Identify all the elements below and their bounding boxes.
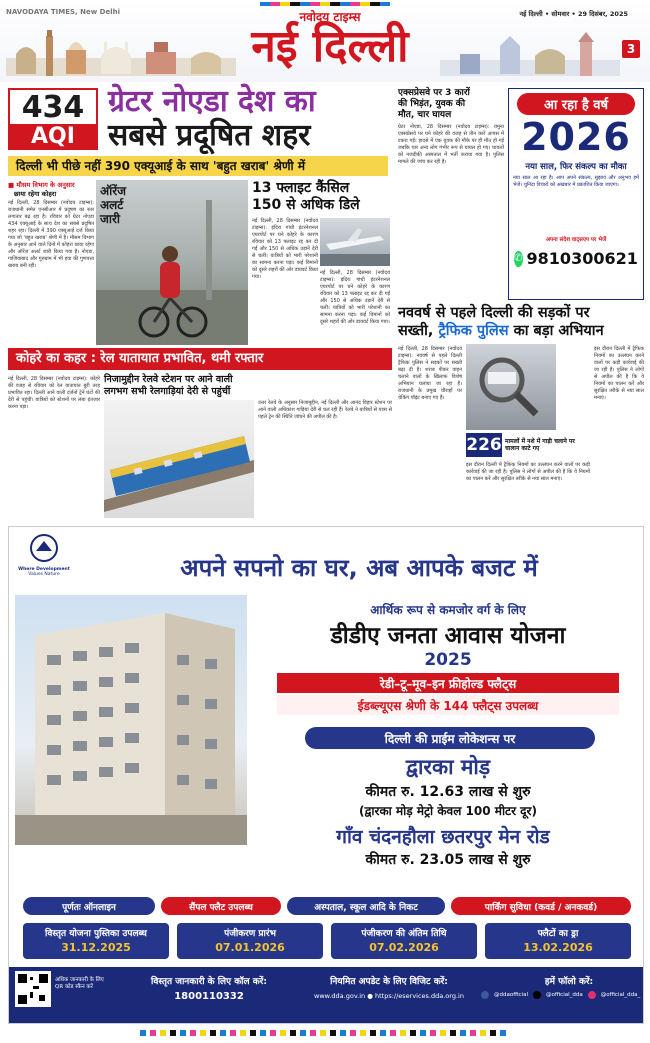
ad-footer (9, 967, 643, 1023)
date-box-reg-end-label: पंजीकरण की अंतिम तिथि (361, 929, 447, 939)
masthead (0, 0, 650, 82)
flights-headline-line2: 150 से अधिक डिले (252, 197, 360, 213)
date-box-reg-start (177, 923, 323, 959)
traffic-headline-2b: ट्रैफिक पुलिस (438, 323, 509, 339)
ad-ews-line: ईडब्ल्यूएस श्रेणी के 144 फ्लैट्स उपलब्ध (277, 695, 619, 715)
lead-byline-line1: ■ मौसम विभाग के अनुसार (8, 181, 75, 189)
call-label: विस्तृत जानकारी के लिए कॉल करें: (151, 976, 267, 987)
social-row (481, 991, 641, 999)
crash-headline-line3: मौत, चार घायल (398, 110, 452, 120)
facebook-icon[interactable] (481, 991, 489, 999)
qr-code-icon (18, 974, 48, 1004)
flights-headline-line1: 13 फ्लाइट कैंसिल (252, 180, 350, 196)
site-label: नियमित अपडेट के लिए विजिट करें: (330, 976, 448, 987)
lead-subhead-banner (8, 156, 388, 176)
flights-body: नई दिल्ली, 28 दिसम्बर (नवोदय टाइम्स): इंदिरा गांधी इंटरनेशनल एयरपोर्ट पर घने कोहरे के कारण रविवार को 13 फ्लाइट रद्द कर दी गईं और 150 से अधिक उड़ानें देरी से चलीं। यात्रियों को भारी परेशानी का सामना करना पड़ा। कई विमानों को दूसरे शहरों की ओर डायवर्ट किया गया। (252, 218, 320, 280)
alert-line2: अलर्ट (100, 198, 124, 212)
dda-logo-tagline2: Values Nature (28, 572, 60, 577)
ad-intro: आर्थिक रूप से कमजोर वर्ग के लिए (370, 602, 526, 617)
ad-location2: गाँव चंदनहौला छतरपुर मेन रोड (336, 826, 550, 848)
traffic-count: 226 (466, 435, 502, 455)
whatsapp-icon: ✆ (514, 251, 522, 267)
masthead-brand-title: नई दिल्ली (251, 21, 409, 72)
ad-prime-pill: दिल्ली की प्राईम लोकेशन्स पर (305, 727, 595, 749)
traffic-headline-line2 (398, 322, 648, 340)
fog-headline: कोहरे का कहर : रेल यातायात प्रभावित, थमी रफ्तार (16, 351, 264, 366)
fog-subhead-line2: लगभग सभी रेलगाड़ियां देरी से पहुंचीं (104, 386, 231, 397)
follow-label: हमें फॉलो करें: (544, 976, 594, 987)
alert-line3: जारी (100, 212, 121, 226)
train-illustration (104, 400, 254, 518)
date-box-draw-date: 13.02.2026 (523, 941, 593, 954)
social-handle-3[interactable]: @official_dda_ (600, 992, 641, 998)
lead-byline (8, 180, 94, 198)
new-year-tag: आ रहा है वर्ष (517, 93, 635, 115)
fog-banner (8, 348, 392, 370)
date-box-booklet (23, 923, 169, 959)
traffic-headline (398, 304, 648, 340)
fog-subhead-line1: निजामुद्दीन रेलवे स्टेशन पर आने वाली (104, 374, 233, 385)
ad-location1: द्वारका मोड़ (405, 755, 491, 779)
skyline-illustration (6, 24, 236, 76)
masthead-left-tag: NAVODAYA TIMES, New Delhi (6, 8, 120, 16)
flights-body-col2: नई दिल्ली, 28 दिसम्बर (नवोदय टाइम्स): इंदिरा गांधी इंटरनेशनल एयरपोर्ट पर घने कोहरे के कारण रविवार को 13 फ्लाइट रद्द कर दी गईं और 150 से अधिक उड़ानें देरी से चलीं। यात्रियों को भारी परेशानी का सामना करना पड़ा। कई विमानों को दूसरे शहरों की ओर डायवर्ट किया गया। (320, 270, 392, 325)
aqi-value: 434 (10, 90, 96, 124)
social-handle-2[interactable]: @official_dda (546, 992, 583, 998)
crash-headline-line2: की भिड़ंत, युवक की (398, 99, 466, 109)
traffic-headline-2c: का बड़ा अभियान (508, 323, 604, 339)
new-year-text: नया साल आ रहा है। आप अपने संकल्प, सुझाव और अनुभव हमें भेजें। चुनिंदा विचारों को अखबार में प्रकाशित किया जाएगा। (513, 175, 641, 188)
traffic-headline-2a: सख्ती, (398, 323, 439, 339)
date-box-draw (485, 923, 631, 959)
traffic-body-col2: इस दौरान दिल्ली में ट्रैफिक नियमों का उल्लंघन करने वालों पर कड़ी कार्रवाई की जा रही है। पुलिस ने लोगों से अपील की है कि वे नियमों का पालन करें और सुरक्षित तरीके से नया साल मनाएं। (466, 462, 592, 482)
lead-body: नई दिल्ली, 28 दिसम्बर (नवोदय टाइम्स): राजधानी समेत एनसीआर में प्रदूषण का स्तर लगातार बढ़ रहा है। रविवार को ग्रेटर नोएडा 434 एक्यूआई के साथ देश का सबसे प्रदूषित शहर रहा। दिल्ली में 390 एक्यूआई दर्ज किया गया जो 'बहुत खराब' श्रेणी में है। मौसम विभाग के अनुसार आने वाले दिनों में कोहरा छाया रहेगा और ऑरेंज अलर्ट जारी किया गया है। नोएडा, गाजियाबाद और गुरुग्राम में भी हवा की गुणवत्ता खराब बनी रही। (8, 200, 96, 269)
new-year-contact-line: अपना संदेश वाट्सएप पर भेजें (545, 237, 607, 243)
site-urls[interactable]: www.dda.gov.in ● https://eservices.dda.org.in (314, 992, 464, 1000)
whatsapp-row (515, 249, 637, 268)
ad-note1: (द्वारका मोड़ मेट्रो केवल 100 मीटर दूर) (359, 803, 537, 818)
feature-pill-sample: सैंपल फ्लैट उपलब्ध (161, 897, 281, 915)
dda-logo (17, 533, 71, 581)
alert-caption (100, 184, 126, 226)
dda-ad (8, 526, 644, 1024)
whatsapp-number: 9810300621 (526, 249, 638, 268)
traffic-count-box (466, 432, 590, 458)
feature-pill-hospital: अस्पताल, स्कूल आदि के निकट (287, 897, 445, 915)
feature-pill-parking: पार्किंग सुविधा (कवर्ड / अनकवर्ड) (451, 897, 631, 915)
date-box-reg-end-date: 07.02.2026 (369, 941, 439, 954)
lead-photo-cyclist (96, 180, 248, 345)
fog-body-col1: नई दिल्ली, 28 दिसम्बर (नवोदय टाइम्स): कोहरे की वजह से रविवार को रेल यातायात बुरी तरह प्रभावित रहा। दिल्ली आने वाली दर्जनों ट्रेनें घंटों की देरी से पहुंचीं। यात्रियों को स्टेशनों पर लंबा इंतजार करना पड़ा। (8, 376, 102, 410)
new-year-caption: नया साल, फिर संकल्प का मौका (525, 162, 627, 172)
lead-headline-line1: ग्रेटर नोएडा देश का (108, 84, 316, 119)
dda-emblem-icon (27, 533, 61, 563)
date-box-booklet-label: विस्तृत योजना पुस्तिका उपलब्ध (45, 929, 147, 939)
ad-price1: कीमत रु. 12.63 लाख से शुरु (365, 783, 531, 800)
masthead-dateline: नई दिल्ली • सोमवार • 29 दिसंबर, 2025 (519, 10, 628, 18)
ad-price2: कीमत रु. 23.05 लाख से शुरु (365, 851, 531, 868)
aqi-badge (8, 88, 98, 150)
qr-code (15, 971, 51, 1007)
new-year-box (508, 88, 644, 300)
traffic-body-col3: इस दौरान दिल्ली में ट्रैफिक नियमों का उल्लंघन करने वालों पर कड़ी कार्रवाई की जा रही है। पुलिस ने लोगों से अपील की है कि वे नियमों का पालन करें और सुरक्षित तरीके से नया साल मनाएं। (594, 346, 646, 401)
fog-body-col2: उत्तर रेलवे के अनुसार निजामुद्दीन, नई दिल्ली और आनंद विहार स्टेशन पर आने वाली अधिकांश गाड़ियां देरी से चल रही हैं। रेलवे ने यात्रियों से यात्रा से पहले ट्रेन की स्थिति जांचने की अपील की है। (258, 400, 394, 420)
feature-pill-online: पूर्णतः ऑनलाइन (23, 897, 155, 915)
skyline-right-illustration (440, 24, 620, 76)
ad-scheme-year: 2025 (424, 650, 472, 670)
lead-byline-line2: छाया रहेगा कोहरा (14, 190, 57, 198)
date-box-draw-label: फ्लैटों का ड्रा (537, 929, 579, 939)
fog-subhead (104, 374, 314, 398)
date-box-reg-start-date: 07.01.2026 (215, 941, 285, 954)
date-box-reg-end (331, 923, 477, 959)
x-icon[interactable] (533, 991, 541, 999)
building-photo (15, 595, 247, 845)
printer-color-marks (260, 2, 390, 6)
alert-line1: ऑरेंज (100, 184, 127, 198)
date-box-booklet-date: 31.12.2025 (61, 941, 131, 954)
flights-photo (320, 218, 390, 266)
ad-scheme-name: डीडीए जनता आवास योजना (330, 623, 566, 649)
new-year-number: 2026 (521, 115, 631, 159)
bottom-color-marks (140, 1030, 510, 1036)
traffic-headline-line1: नववर्ष से पहले दिल्ली की सड़कों पर (398, 305, 590, 321)
call-number[interactable]: 1800110332 (174, 990, 244, 1002)
aqi-label: AQI (10, 124, 96, 148)
lead-headline-line2: सबसे प्रदूषित शहर (108, 118, 311, 153)
instagram-icon[interactable] (588, 991, 596, 999)
page-number-badge: 3 (622, 40, 640, 58)
traffic-count-label: मामलों में नशे में गाड़ी चलाने पर चालान काटे गए (505, 437, 575, 452)
date-box-reg-start-label: पंजीकरण प्रारंभ (224, 929, 276, 939)
dda-logo-tagline1: Where Development (18, 567, 70, 572)
qr-label: अधिक जानकारी के लिए QR कोड स्कैन करें (55, 977, 104, 990)
crash-body: ग्रेटर नोएडा, 28 दिसम्बर (नवोदय टाइम्स): यमुना एक्सप्रेसवे पर घने कोहरे की वजह से तीन कारें आपस में टकरा गईं। हादसे में एक युवक की मौके पर ही मौत हो गई जबकि चार अन्य लोग गंभीर रूप से घायल हो गए। घायलों को नजदीकी अस्पताल में भर्ती कराया गया है। पुलिस मामले की जांच कर रही है। (398, 124, 506, 165)
flights-headline (252, 180, 388, 214)
traffic-body-col1: नई दिल्ली, 28 दिसम्बर (नवोदय टाइम्स): नववर्ष से पहले दिल्ली ट्रैफिक पुलिस ने सड़कों पर सख्ती बढ़ा दी है। शराब पीकर वाहन चलाने वालों के खिलाफ विशेष अभियान चलाया जा रहा है। राजधानी के प्रमुख चौराहों पर चेकिंग पॉइंट बनाए गए हैं। (398, 346, 464, 401)
crash-headline-line1: एक्सप्रेसवे पर 3 कारों (398, 88, 470, 98)
crash-headline (398, 88, 504, 121)
traffic-photo (466, 344, 556, 430)
ad-ready-banner: रेडी–टू–मूव–इन फ्रीहोल्ड फ्लैट्स (277, 673, 619, 693)
lead-subhead: दिल्ली भी पीछे नहीं 390 एक्यूआई के साथ 'बहुत खराब' श्रेणी में (16, 159, 305, 173)
social-handle-1[interactable]: @ddaofficial (494, 992, 528, 998)
masthead-brand-small: नवोदय टाइम्स (299, 10, 361, 24)
ad-headline: अपने सपनो का घर, अब आपके बजट में (180, 553, 538, 582)
